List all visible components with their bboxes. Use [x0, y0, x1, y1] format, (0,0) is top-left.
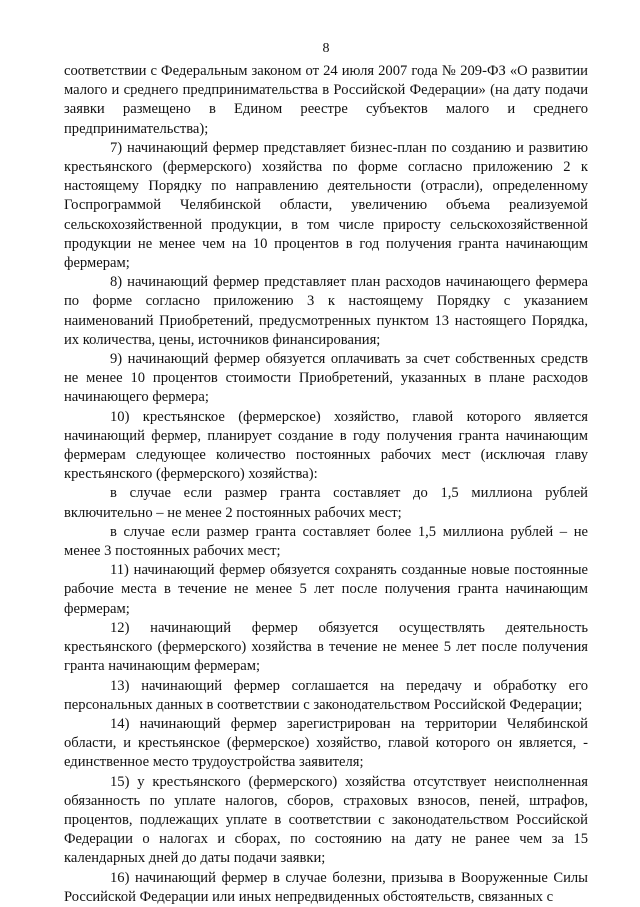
paragraph: 9) начинающий фермер обязуется оплачивать за счет собственных средств не менее 10 процентов стоимости Приобретений, указанных в плане расходов начинающего фермера;	[64, 351, 588, 406]
paragraph: соответствии с Федеральным законом от 24 июля 2007 года № 209-ФЗ «О развитии малого и среднего предпринимательства в Российской Федерации» (на дату подачи заявки размещено в Едином реестре субъектов малого и среднего предпринимательства);	[64, 63, 588, 137]
paragraph: в случае если размер гранта составляет более 1,5 миллиона рублей – не менее 3 постоянных рабочих мест;	[64, 523, 588, 560]
paragraph: 13) начинающий фермер соглашается на передачу и обработку его персональных данных в соответствии с законодательством Российской Федерации;	[64, 677, 588, 713]
paragraph: в случае если размер гранта составляет до 1,5 миллиона рублей включительно – не менее 2 постоянных рабочих мест;	[64, 485, 588, 521]
paragraph: 12) начинающий фермер обязуется осуществлять деятельность крестьянского (фермерского) хозяйства в течение не менее 5 лет после получения гранта начинающим фермерам;	[64, 619, 588, 675]
paragraph: 8) начинающий фермер представляет план расходов начинающего фермера по форме согласно приложению 3 к настоящему Порядку с указанием наименований Приобретений, предусмотренных пунктом 13 настоящего Порядка, их количества, цены, источников финансирования;	[64, 274, 588, 348]
paragraph: 15) у крестьянского (фермерского) хозяйства отсутствует неисполненная обязанность по уплате налогов, сборов, страховых взносов, пеней, штрафов, процентов, подлежащих уплате в соответствии с законодательством Российской Федерации о налогах и сборах, по состоянию на дату не ранее чем за 15 календарных дней до даты подачи заявки;	[64, 773, 588, 867]
page-number: 8	[322, 41, 330, 56]
paragraph: 16) начинающий фермер в случае болезни, призыва в Вооруженные Силы Российской Федерации или иных непредвиденных обстоятельств, связанных с	[64, 869, 588, 905]
document-body	[64, 62, 588, 907]
paragraph: 7) начинающий фермер представляет бизнес-план по созданию и развитию крестьянского (фермерского) хозяйства по форме согласно приложению 2 к настоящему Порядку по направлению деятельности (отрасли), определенному Госпрограммой Челябинской области, увеличению объема реализуемой сельскохозяйственной продукции, в том числе приросту сельскохозяйственной продукции не менее чем на 10 процентов в год получения гранта начинающим фермерам;	[64, 139, 588, 272]
paragraph: 14) начинающий фермер зарегистрирован на территории Челябинской области, и крестьянское (фермерское) хозяйство, главой которого он является, - единственное место трудоустройства заявителя;	[64, 715, 588, 771]
paragraph: 10) крестьянское (фермерское) хозяйство, главой которого является начинающий фермер, планирует создание в году получения гранта начинающим фермерам следующее количество постоянных рабочих мест (исключая главу крестьянского (фермерского) хозяйства):	[64, 408, 588, 483]
paragraph: 11) начинающий фермер обязуется сохранять созданные новые постоянные рабочие места в течение не менее 5 лет после получения гранта начинающим фермерам;	[64, 562, 588, 617]
